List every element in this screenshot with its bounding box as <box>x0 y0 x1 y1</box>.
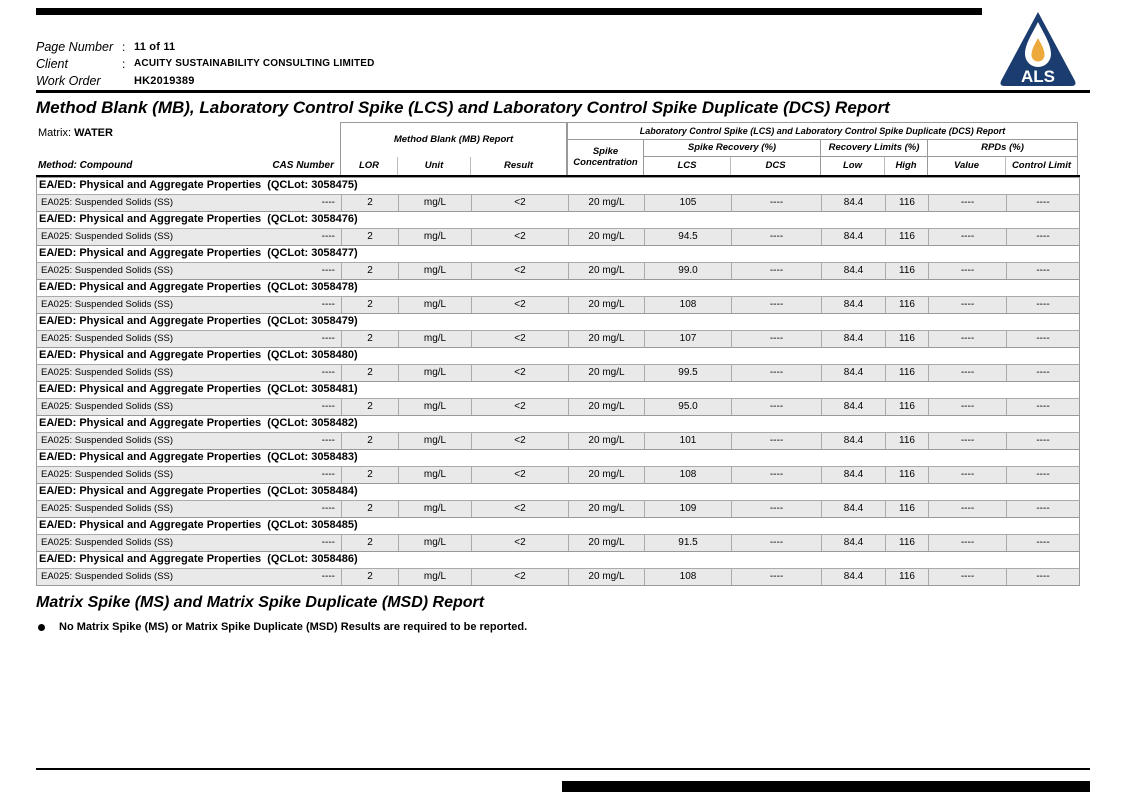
cell-lcs: 108 <box>644 297 731 313</box>
ms-report-title: Matrix Spike (MS) and Matrix Spike Duplicate (MSD) Report <box>36 594 485 611</box>
cell-result: <2 <box>471 229 568 245</box>
cell-lor: 2 <box>341 229 398 245</box>
cell-spike-concentration: 20 mg/L <box>568 365 644 381</box>
cell-result: <2 <box>471 569 568 585</box>
cell-lor: 2 <box>341 569 398 585</box>
cell-high: 116 <box>885 399 928 415</box>
cell-dcs: ---- <box>731 433 821 449</box>
section-title: EA/ED: Physical and Aggregate Properties (QCLot: 3058479) <box>39 315 358 327</box>
cell-cas-number: ---- <box>321 333 335 344</box>
cell-spike-concentration: 20 mg/L <box>568 433 644 449</box>
report-title: Method Blank (MB), Laboratory Control Spike (LCS) and Laboratory Control Spike Duplicate (DCS) Report <box>36 98 890 117</box>
header-divider <box>36 90 1090 93</box>
cell-spike-concentration: 20 mg/L <box>568 399 644 415</box>
cell-result: <2 <box>471 297 568 313</box>
cell-cas-number: ---- <box>321 469 335 480</box>
cell-spike-concentration: 20 mg/L <box>568 535 644 551</box>
header-recovery-limits: Recovery Limits (%) <box>820 140 927 157</box>
cell-compound: EA025: Suspended Solids (SS) <box>41 333 174 344</box>
cell-lor: 2 <box>341 399 398 415</box>
meta-row-client <box>36 55 375 72</box>
cell-unit: mg/L <box>398 263 471 279</box>
cell-dcs: ---- <box>731 535 821 551</box>
cell-unit: mg/L <box>398 365 471 381</box>
cell-result: <2 <box>471 331 568 347</box>
cell-result: <2 <box>471 365 568 381</box>
cell-spike-concentration: 20 mg/L <box>568 297 644 313</box>
table-body <box>36 177 1080 586</box>
cell-unit: mg/L <box>398 569 471 585</box>
cell-cas-number: ---- <box>321 231 335 242</box>
table-row <box>36 534 1080 551</box>
table-row <box>36 568 1080 585</box>
cell-cas-number: ---- <box>321 299 335 310</box>
header-value: Value <box>927 157 1005 175</box>
top-black-bar <box>36 8 982 15</box>
cell-control-limit: ---- <box>1006 195 1079 211</box>
page-number-value: 11 of 11 <box>134 40 176 53</box>
cell-compound: EA025: Suspended Solids (SS) <box>41 231 174 242</box>
matrix-value: WATER <box>74 127 113 139</box>
cell-compound: EA025: Suspended Solids (SS) <box>41 571 174 582</box>
cell-spike-concentration: 20 mg/L <box>568 229 644 245</box>
cell-compound: EA025: Suspended Solids (SS) <box>41 299 174 310</box>
client-label: Client <box>36 56 68 71</box>
cell-control-limit: ---- <box>1006 229 1079 245</box>
cell-dcs: ---- <box>731 399 821 415</box>
header-lcs-dcs-report: Laboratory Control Spike (LCS) and Laboratory Control Spike Duplicate (DCS) Report <box>567 122 1078 140</box>
cell-compound: EA025: Suspended Solids (SS) <box>41 469 174 480</box>
cell-compound: EA025: Suspended Solids (SS) <box>41 265 174 276</box>
section-row <box>36 279 1080 296</box>
als-logo-svg <box>998 10 1078 90</box>
cell-high: 116 <box>885 297 928 313</box>
header-control-limit: Control Limit <box>1005 157 1078 175</box>
section-title: EA/ED: Physical and Aggregate Properties (QCLot: 3058477) <box>39 247 358 259</box>
ms-bullet-text: No Matrix Spike (MS) or Matrix Spike Duplicate (MSD) Results are required to be reported. <box>59 621 528 633</box>
cell-lcs: 101 <box>644 433 731 449</box>
cell-value: ---- <box>928 569 1006 585</box>
table-row <box>36 262 1080 279</box>
cell-control-limit: ---- <box>1006 399 1079 415</box>
cell-unit: mg/L <box>398 535 471 551</box>
cell-dcs: ---- <box>731 229 821 245</box>
cell-cas-number: ---- <box>321 265 335 276</box>
als-logo-icon <box>998 10 1078 90</box>
cell-control-limit: ---- <box>1006 535 1079 551</box>
cell-dcs: ---- <box>731 569 821 585</box>
cell-low: 84.4 <box>821 399 885 415</box>
section-row <box>36 449 1080 466</box>
cell-cas-number: ---- <box>321 435 335 446</box>
meta-colon: : <box>122 56 126 71</box>
document-meta <box>36 38 375 89</box>
header-spike-line2: Concentration <box>573 156 638 168</box>
table-row <box>36 330 1080 347</box>
cell-value: ---- <box>928 331 1006 347</box>
cell-high: 116 <box>885 535 928 551</box>
cell-value: ---- <box>928 501 1006 517</box>
cell-compound: EA025: Suspended Solids (SS) <box>41 367 174 378</box>
cell-low: 84.4 <box>821 263 885 279</box>
cell-low: 84.4 <box>821 569 885 585</box>
cell-control-limit: ---- <box>1006 331 1079 347</box>
cell-value: ---- <box>928 467 1006 483</box>
cell-low: 84.4 <box>821 501 885 517</box>
cell-low: 84.4 <box>821 535 885 551</box>
header-result: Result <box>470 157 567 175</box>
cell-result: <2 <box>471 535 568 551</box>
cell-value: ---- <box>928 195 1006 211</box>
cell-lcs: 99.0 <box>644 263 731 279</box>
cell-lor: 2 <box>341 365 398 381</box>
cell-high: 116 <box>885 263 928 279</box>
cell-compound: EA025: Suspended Solids (SS) <box>41 197 174 208</box>
section-row <box>36 415 1080 432</box>
section-title: EA/ED: Physical and Aggregate Properties (QCLot: 3058478) <box>39 281 358 293</box>
cell-lor: 2 <box>341 331 398 347</box>
meta-row-page-number <box>36 38 375 55</box>
cell-value: ---- <box>928 433 1006 449</box>
header-high: High <box>884 157 927 175</box>
cell-unit: mg/L <box>398 331 471 347</box>
cell-spike-concentration: 20 mg/L <box>568 501 644 517</box>
cell-compound: EA025: Suspended Solids (SS) <box>41 537 174 548</box>
cell-unit: mg/L <box>398 433 471 449</box>
section-title: EA/ED: Physical and Aggregate Properties (QCLot: 3058476) <box>39 213 358 225</box>
header-dcs: DCS <box>730 157 820 175</box>
section-title: EA/ED: Physical and Aggregate Properties (QCLot: 3058485) <box>39 519 358 531</box>
cell-high: 116 <box>885 569 928 585</box>
bullet-icon <box>38 624 45 631</box>
header-rpds: RPDs (%) <box>927 140 1078 157</box>
cell-lcs: 107 <box>644 331 731 347</box>
cell-value: ---- <box>928 365 1006 381</box>
section-row <box>36 245 1080 262</box>
table-row <box>36 500 1080 517</box>
cell-dcs: ---- <box>731 467 821 483</box>
header-method-compound: Method: Compound <box>38 160 133 172</box>
section-title: EA/ED: Physical and Aggregate Properties (QCLot: 3058484) <box>39 485 358 497</box>
cell-low: 84.4 <box>821 297 885 313</box>
cell-low: 84.4 <box>821 433 885 449</box>
cell-lor: 2 <box>341 433 398 449</box>
cell-cas-number: ---- <box>321 503 335 514</box>
cell-dcs: ---- <box>731 195 821 211</box>
cell-lor: 2 <box>341 195 398 211</box>
table-row <box>36 398 1080 415</box>
table-row <box>36 432 1080 449</box>
section-title: EA/ED: Physical and Aggregate Properties (QCLot: 3058481) <box>39 383 358 395</box>
cell-result: <2 <box>471 399 568 415</box>
cell-unit: mg/L <box>398 195 471 211</box>
ms-bullet-item <box>38 621 527 633</box>
cell-lcs: 91.5 <box>644 535 731 551</box>
cell-value: ---- <box>928 263 1006 279</box>
work-order-value: HK2019389 <box>134 74 195 87</box>
cell-result: <2 <box>471 501 568 517</box>
cell-low: 84.4 <box>821 195 885 211</box>
section-title: EA/ED: Physical and Aggregate Properties (QCLot: 3058480) <box>39 349 358 361</box>
cell-high: 116 <box>885 467 928 483</box>
cell-result: <2 <box>471 433 568 449</box>
cell-low: 84.4 <box>821 467 885 483</box>
cell-result: <2 <box>471 195 568 211</box>
cell-lor: 2 <box>341 297 398 313</box>
header-lcs: LCS <box>643 157 730 175</box>
qc-report-table <box>36 122 1080 586</box>
cell-value: ---- <box>928 229 1006 245</box>
header-spike-line1: Spike <box>592 145 619 157</box>
section-title: EA/ED: Physical and Aggregate Properties (QCLot: 3058486) <box>39 553 358 565</box>
cell-unit: mg/L <box>398 467 471 483</box>
section-title: EA/ED: Physical and Aggregate Properties (QCLot: 3058475) <box>39 179 358 191</box>
header-lor: LOR <box>340 157 397 175</box>
cell-control-limit: ---- <box>1006 297 1079 313</box>
header-cas-number: CAS Number <box>272 160 334 172</box>
cell-low: 84.4 <box>821 331 885 347</box>
cell-high: 116 <box>885 331 928 347</box>
cell-lcs: 95.0 <box>644 399 731 415</box>
cell-lcs: 108 <box>644 467 731 483</box>
meta-row-work-order <box>36 72 375 89</box>
cell-unit: mg/L <box>398 501 471 517</box>
cell-result: <2 <box>471 467 568 483</box>
cell-lor: 2 <box>341 535 398 551</box>
section-title: EA/ED: Physical and Aggregate Properties (QCLot: 3058482) <box>39 417 358 429</box>
cell-spike-concentration: 20 mg/L <box>568 467 644 483</box>
footer-black-bar <box>562 781 1090 792</box>
section-row <box>36 177 1080 194</box>
header-low: Low <box>820 157 884 175</box>
cell-dcs: ---- <box>731 501 821 517</box>
table-row <box>36 194 1080 211</box>
header-unit: Unit <box>397 157 470 175</box>
cell-control-limit: ---- <box>1006 263 1079 279</box>
cell-dcs: ---- <box>731 263 821 279</box>
cell-lcs: 105 <box>644 195 731 211</box>
cell-lor: 2 <box>341 263 398 279</box>
cell-high: 116 <box>885 229 928 245</box>
page-number-label: Page Number <box>36 39 114 54</box>
cell-control-limit: ---- <box>1006 569 1079 585</box>
cell-result: <2 <box>471 263 568 279</box>
cell-cas-number: ---- <box>321 571 335 582</box>
section-row <box>36 347 1080 364</box>
cell-high: 116 <box>885 195 928 211</box>
cell-compound: EA025: Suspended Solids (SS) <box>41 435 174 446</box>
cell-dcs: ---- <box>731 331 821 347</box>
cell-control-limit: ---- <box>1006 501 1079 517</box>
section-row <box>36 517 1080 534</box>
cell-high: 116 <box>885 433 928 449</box>
section-row <box>36 381 1080 398</box>
cell-value: ---- <box>928 297 1006 313</box>
cell-dcs: ---- <box>731 365 821 381</box>
cell-cas-number: ---- <box>321 197 335 208</box>
section-row <box>36 551 1080 568</box>
cell-spike-concentration: 20 mg/L <box>568 569 644 585</box>
cell-high: 116 <box>885 501 928 517</box>
cell-lcs: 109 <box>644 501 731 517</box>
section-row <box>36 483 1080 500</box>
cell-low: 84.4 <box>821 229 885 245</box>
cell-lcs: 99.5 <box>644 365 731 381</box>
cell-high: 116 <box>885 365 928 381</box>
cell-low: 84.4 <box>821 365 885 381</box>
header-mb-report: Method Blank (MB) Report <box>340 122 567 157</box>
header-spike-recovery: Spike Recovery (%) <box>643 140 820 157</box>
cell-lor: 2 <box>341 467 398 483</box>
cell-lcs: 108 <box>644 569 731 585</box>
table-row <box>36 228 1080 245</box>
cell-cas-number: ---- <box>321 401 335 412</box>
table-row <box>36 296 1080 313</box>
cell-value: ---- <box>928 535 1006 551</box>
matrix-label: Matrix: <box>38 127 71 139</box>
header-spike-concentration <box>567 140 643 175</box>
table-row <box>36 364 1080 381</box>
section-title: EA/ED: Physical and Aggregate Properties (QCLot: 3058483) <box>39 451 358 463</box>
meta-colon: : <box>122 39 126 54</box>
table-header <box>36 122 1080 177</box>
client-value: ACUITY SUSTAINABILITY CONSULTING LIMITED <box>134 58 375 69</box>
cell-unit: mg/L <box>398 229 471 245</box>
als-logo-text: ALS <box>1021 67 1055 86</box>
section-row <box>36 211 1080 228</box>
section-row <box>36 313 1080 330</box>
cell-unit: mg/L <box>398 399 471 415</box>
cell-unit: mg/L <box>398 297 471 313</box>
work-order-label: Work Order <box>36 73 101 88</box>
cell-spike-concentration: 20 mg/L <box>568 195 644 211</box>
cell-spike-concentration: 20 mg/L <box>568 263 644 279</box>
cell-cas-number: ---- <box>321 367 335 378</box>
cell-dcs: ---- <box>731 297 821 313</box>
cell-lor: 2 <box>341 501 398 517</box>
cell-control-limit: ---- <box>1006 467 1079 483</box>
cell-compound: EA025: Suspended Solids (SS) <box>41 503 174 514</box>
cell-control-limit: ---- <box>1006 365 1079 381</box>
table-row <box>36 466 1080 483</box>
cell-spike-concentration: 20 mg/L <box>568 331 644 347</box>
cell-control-limit: ---- <box>1006 433 1079 449</box>
cell-lcs: 94.5 <box>644 229 731 245</box>
cell-cas-number: ---- <box>321 537 335 548</box>
footer-line <box>36 768 1090 770</box>
cell-compound: EA025: Suspended Solids (SS) <box>41 401 174 412</box>
cell-value: ---- <box>928 399 1006 415</box>
